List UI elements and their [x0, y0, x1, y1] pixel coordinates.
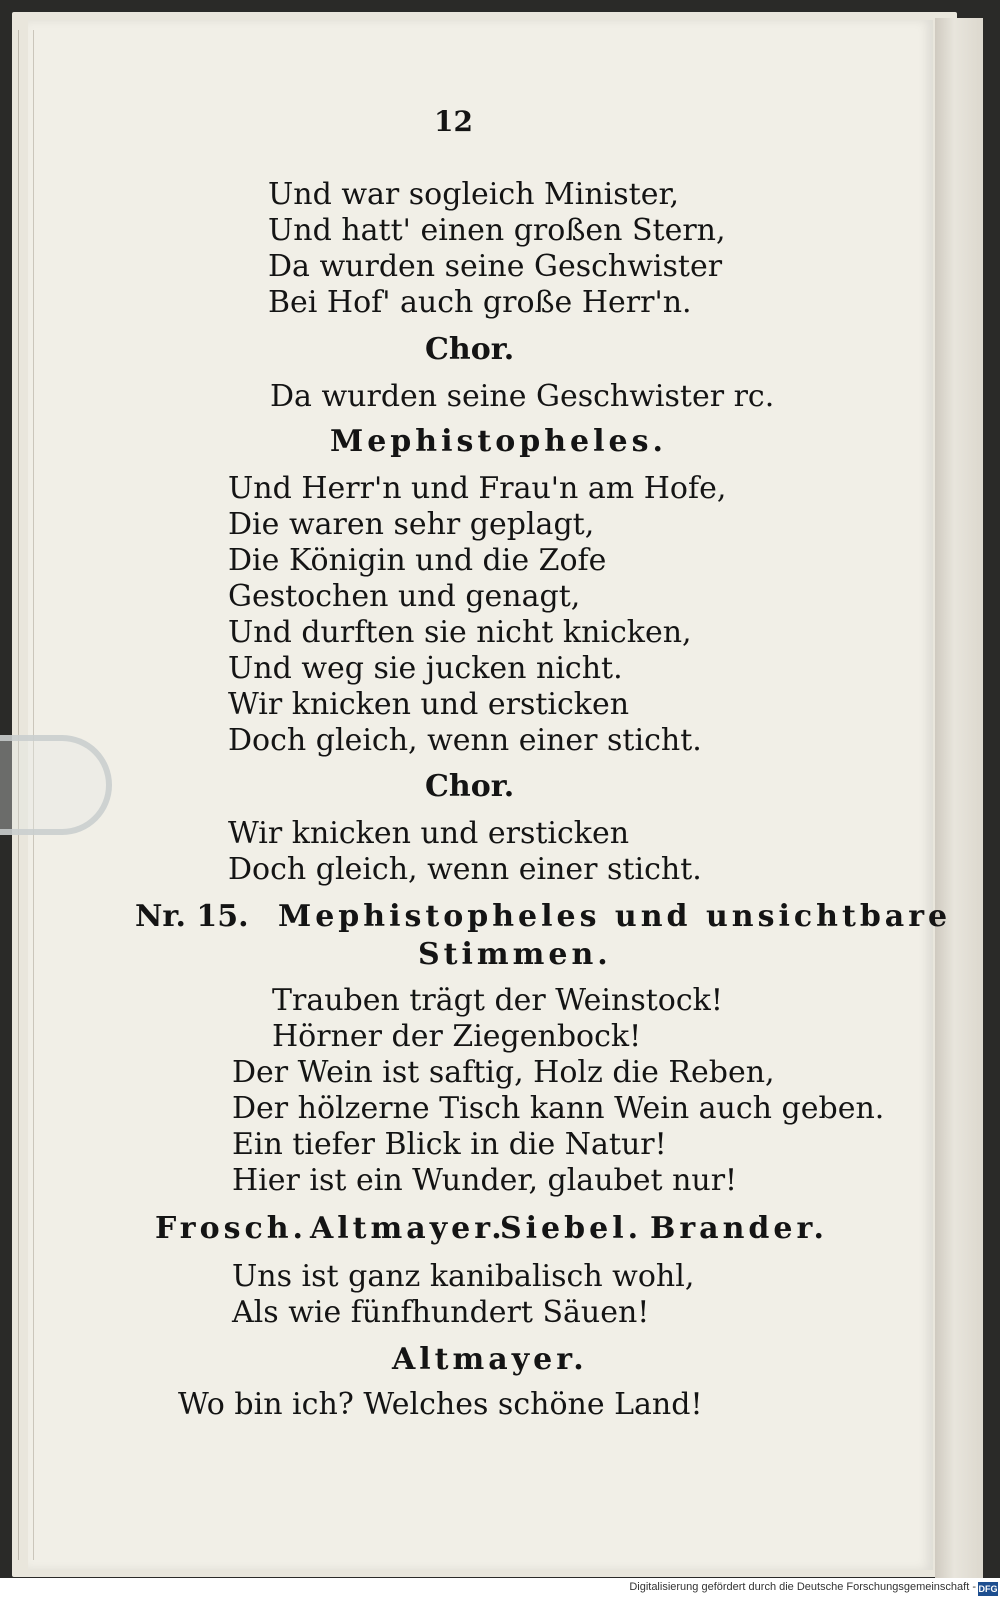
verse-line: Und durften sie nicht knicken,: [228, 615, 692, 650]
verse-line: Wir knicken und ersticken: [228, 687, 630, 722]
next-page-edge: [935, 18, 983, 1578]
verse-line: Wir knicken und ersticken: [228, 816, 630, 851]
verse-line: Hörner der Ziegenbock!: [272, 1019, 642, 1054]
verse-line: Und hatt' einen großen Stern,: [268, 213, 726, 248]
verse-line: Da wurden seine Geschwister rc.: [270, 379, 775, 414]
verse-line: Doch gleich, wenn einer sticht.: [228, 852, 702, 887]
verse-line: Wo bin ich? Welches schöne Land!: [178, 1387, 703, 1422]
chorus-heading: Chor.: [425, 769, 515, 804]
verse-line: Die Königin und die Zofe: [228, 543, 607, 578]
verse-line: Bei Hof' auch große Herr'n.: [268, 285, 692, 320]
dfg-logo: DFG: [978, 1584, 998, 1594]
speaker-heading: Altmayer.: [392, 1342, 588, 1377]
verse-line: Als wie fünfhundert Säuen!: [232, 1295, 650, 1330]
verse-line: Und weg sie jucken nicht.: [228, 651, 623, 686]
footer-credit: Digitalisierung gefördert durch die Deutsche Forschungsgemeinschaft -: [629, 1581, 976, 1593]
verse-line: Trauben trägt der Weinstock!: [272, 983, 723, 1018]
verse-line: Die waren sehr geplagt,: [228, 507, 595, 542]
speaker-heading: Mephistopheles.: [330, 424, 667, 459]
chorus-heading: Chor.: [425, 332, 515, 367]
number-title: Mephistopheles und unsichtbare: [278, 899, 952, 934]
verse-line: Da wurden seine Geschwister: [268, 249, 723, 284]
verse-line: Der Wein ist saftig, Holz die Reben,: [232, 1055, 775, 1090]
footer-bar: [0, 1578, 1000, 1601]
verse-line: Ein tiefer Blick in die Natur!: [232, 1127, 667, 1162]
page-number: 12: [434, 105, 473, 138]
verse-line: Hier ist ein Wunder, glaubet nur!: [232, 1163, 738, 1198]
speaker-heading: Brander.: [650, 1211, 828, 1246]
verse-line: Und war sogleich Minister,: [268, 177, 680, 212]
verse-line: Gestochen und genagt,: [228, 579, 581, 614]
verse-line: Doch gleich, wenn einer sticht.: [228, 723, 702, 758]
verse-line: Uns ist ganz kanibalisch wohl,: [232, 1259, 695, 1294]
verse-line: Und Herr'n und Frau'n am Hofe,: [228, 471, 727, 506]
number-title: Stimmen.: [418, 937, 612, 972]
speaker-heading: Siebel.: [500, 1211, 643, 1246]
page-clip: [0, 735, 112, 835]
speaker-heading: Altmayer.: [310, 1211, 506, 1246]
verse-line: Der hölzerne Tisch kann Wein auch geben.: [232, 1091, 885, 1126]
number-label: Nr. 15.: [135, 899, 249, 934]
speaker-heading: Frosch.: [155, 1211, 307, 1246]
